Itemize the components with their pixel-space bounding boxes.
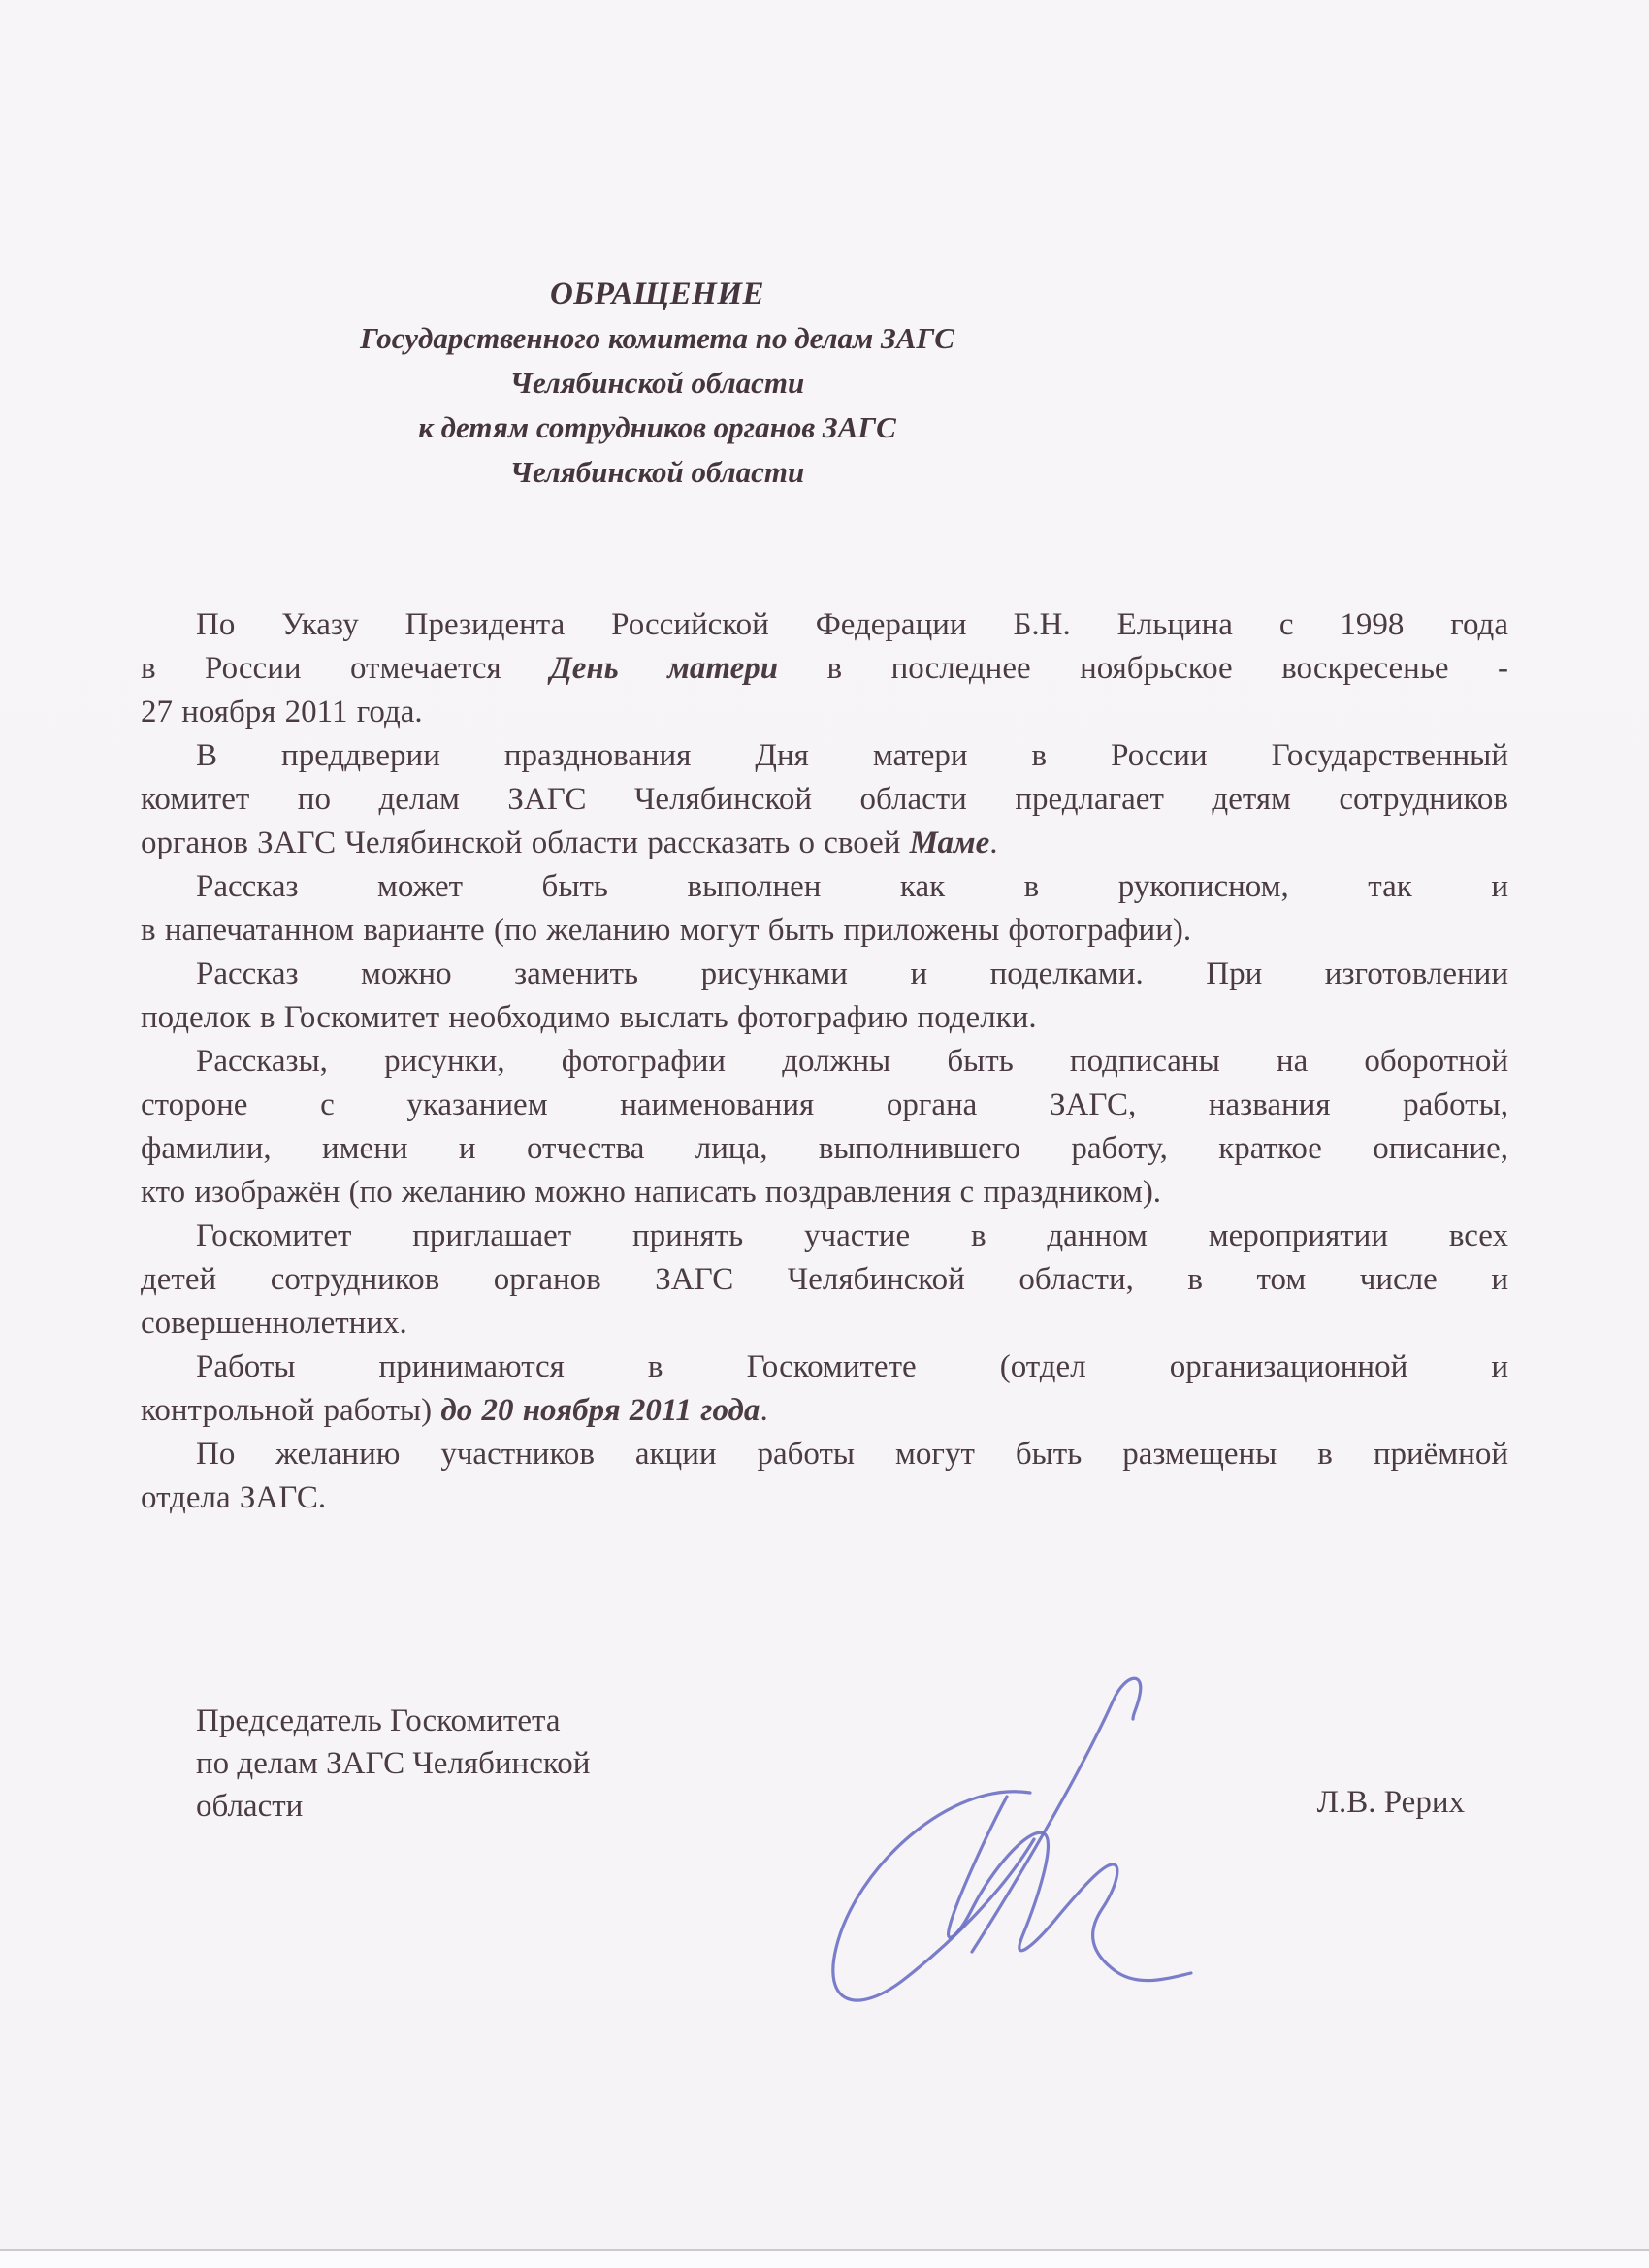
text-run: По желанию участников акции работы могут быть размещены в приёмной (196, 1437, 1508, 1472)
text-line (141, 1215, 1508, 1258)
text-run: поделок в Госкомитет необходимо выслать фотографию поделки. (141, 1000, 1037, 1035)
header-line-2: Челябинской области (509, 366, 805, 400)
signer-role-line-1: Председатель Госкомитета (196, 1703, 561, 1738)
text-line (141, 1345, 1508, 1389)
text-line (141, 603, 1508, 647)
text-line (141, 647, 1508, 691)
text-run: органов ЗАГС Челябинской области рассказать о своей (141, 826, 910, 860)
letter-body (141, 603, 1508, 1520)
text-run: фамилии, имени и отчества лица, выполнившего работу, краткое описание, (141, 1131, 1508, 1166)
text-line (141, 1389, 1508, 1433)
text-run: Рассказ можно заменить рисунками и поделками. При изготовлении (196, 956, 1508, 991)
paragraph (141, 1433, 1508, 1520)
signature-stroke-tail (949, 1797, 1191, 1981)
text-run: детей сотрудников органов ЗАГС Челябинской области, в том числе и (141, 1262, 1508, 1297)
header-line-3: к детям сотрудников органов ЗАГС (418, 410, 896, 444)
text-line (141, 865, 1508, 909)
text-line (141, 909, 1508, 953)
text-run: кто изображён (по желанию можно написать поздравления с праздником). (141, 1175, 1162, 1210)
emphasized-text-run: до 20 ноября 2011 года (440, 1393, 760, 1428)
text-line (141, 691, 1508, 734)
text-run: 27 ноября 2011 года. (141, 695, 423, 729)
text-run: в России отмечается (141, 651, 551, 686)
text-line (141, 1171, 1508, 1215)
text-line (141, 1258, 1508, 1302)
text-run: отдела ЗАГС. (141, 1480, 327, 1515)
text-run: комитет по делам ЗАГС Челябинской области предлагает детям сотрудников (141, 782, 1508, 817)
text-run: совершеннолетних. (141, 1306, 407, 1341)
letter-title: ОБРАЩЕНИЕ (549, 276, 765, 311)
emphasized-text-run: Маме (909, 826, 990, 860)
header-line-4: Челябинской области (509, 455, 805, 489)
text-run: в последнее ноябрьское воскресенье - (778, 651, 1508, 686)
text-run: контрольной работы) (141, 1393, 441, 1428)
text-run: По Указу Президента Российской Федерации Б.Н. Ельцина с 1998 года (196, 607, 1508, 642)
text-run: В преддверии празднования Дня матери в России Государственный (196, 738, 1508, 773)
text-run: Рассказы, рисунки, фотографии должны быть подписаны на оборотной (196, 1044, 1508, 1079)
signer-role-line-2: по делам ЗАГС Челябинской (196, 1746, 591, 1781)
handwritten-signature (805, 1649, 1193, 2037)
header-line-1: Государственного комитета по делам ЗАГС (360, 321, 954, 355)
text-run: Рассказ может быть выполнен как в рукописном, так и (196, 869, 1508, 904)
paragraph (141, 865, 1508, 953)
text-run: . (989, 826, 998, 860)
text-run: Госкомитет приглашает принять участие в данном мероприятии всех (196, 1218, 1508, 1253)
text-run: Работы принимаются в Госкомитете (отдел организационной и (196, 1349, 1508, 1384)
letter-header (141, 0, 1174, 495)
signer-name: Л.В. Рерих (1316, 1785, 1465, 1820)
emphasized-text-run: День матери (550, 651, 779, 686)
signer-role-line-3: области (196, 1789, 304, 1824)
signature-stroke-loop (833, 1792, 1034, 2000)
text-run: . (760, 1393, 768, 1428)
text-line (141, 953, 1508, 996)
text-line (141, 996, 1508, 1040)
paragraph (141, 1215, 1508, 1345)
scan-edge-artifact (0, 2249, 1649, 2251)
text-line (141, 1302, 1508, 1345)
paragraph (141, 603, 1508, 734)
text-line (141, 778, 1508, 822)
text-line (141, 822, 1508, 865)
text-run: стороне с указанием наименования органа ЗАГС, названия работы, (141, 1087, 1508, 1122)
text-run: в напечатанном варианте (по желанию могут быть приложены фотографии). (141, 913, 1192, 948)
text-line (141, 1084, 1508, 1127)
paragraph (141, 1040, 1508, 1215)
paragraph (141, 734, 1508, 865)
text-line (141, 1040, 1508, 1084)
paragraph (141, 953, 1508, 1040)
text-line (141, 1476, 1508, 1520)
scan-edge-strip (0, 2251, 1649, 2268)
text-line (141, 1433, 1508, 1476)
text-line (141, 1127, 1508, 1171)
paragraph (141, 1345, 1508, 1433)
text-line (141, 734, 1508, 778)
